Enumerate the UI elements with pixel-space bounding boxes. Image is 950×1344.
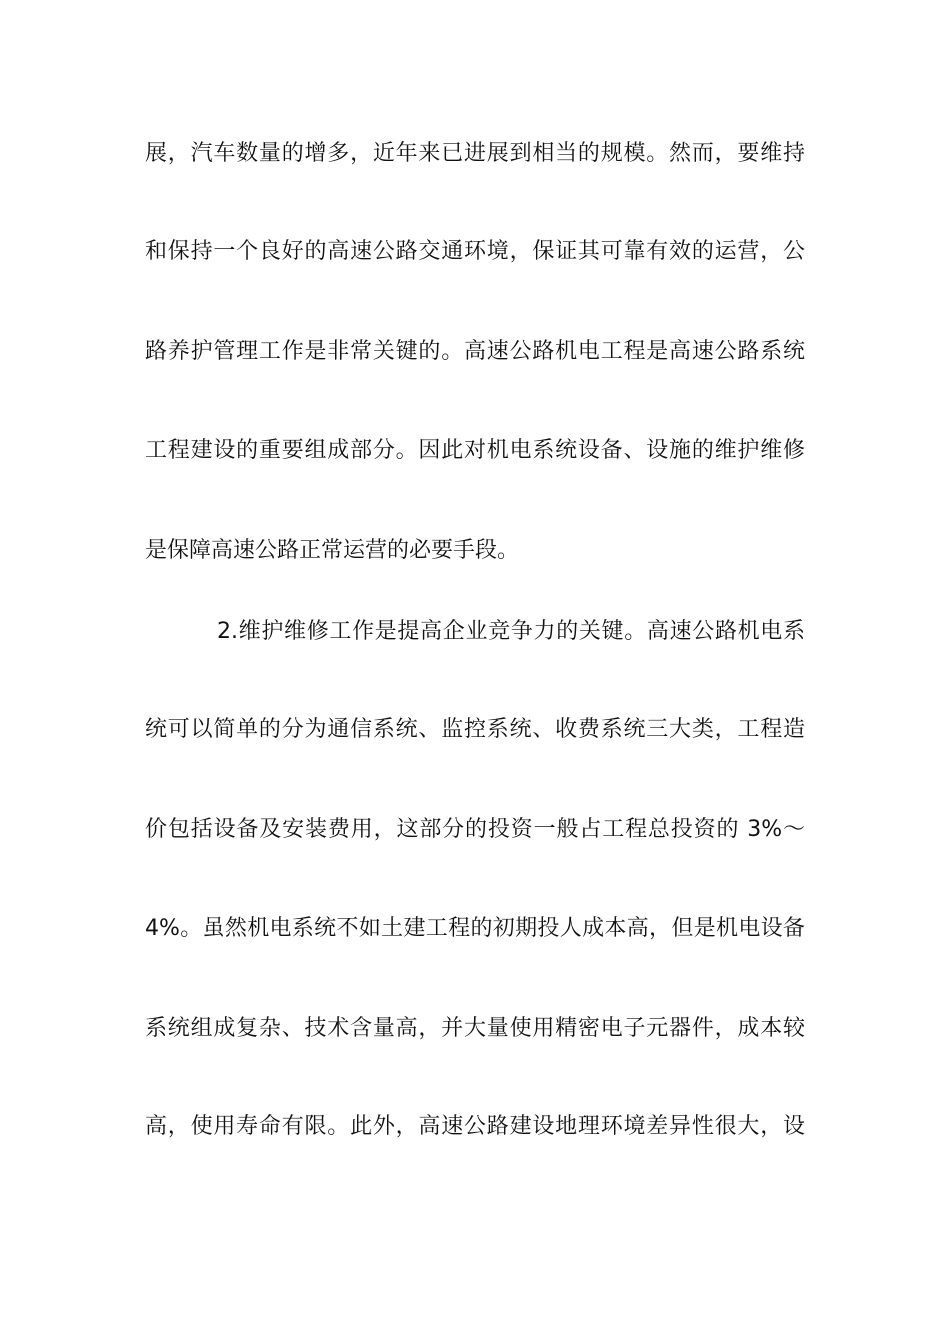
text-line-1: 展，汽车数量的增多，近年来已进展到相当的规模。然而，要维持 <box>145 141 805 166</box>
text-line-4: 工程建设的重要组成部分。因此对机电系统设备、设施的维护维修 <box>145 438 805 463</box>
text-line-7: 统可以简单的分为通信系统、监控系统、收费系统三大类，工程造 <box>145 717 805 742</box>
text-line-9: 4%。虽然机电系统不如土建工程的初期投人成本高，但是机电设备 <box>145 916 805 941</box>
text-line-10: 系统组成复杂、技术含量高，并大量使用精密电子元器件，成本较 <box>145 1016 805 1041</box>
text-line-2: 和保持一个良好的高速公路交通环境，保证其可靠有效的运营，公 <box>145 239 805 264</box>
text-line-5: 是保障高速公路正常运营的必要手段。 <box>145 538 520 563</box>
text-line-8: 价包括设备及安装费用，这部分的投资一般占工程总投资的 3%～ <box>145 817 805 842</box>
text-line-11: 高，使用寿命有限。此外，高速公路建设地理环境差异性很大，设 <box>145 1114 805 1139</box>
text-line-6: 2.维护维修工作是提高企业竞争力的关键。高速公路机电系 <box>217 619 805 644</box>
text-line-3: 路养护管理工作是非常关键的。高速公路机电工程是高速公路系统 <box>145 339 805 364</box>
